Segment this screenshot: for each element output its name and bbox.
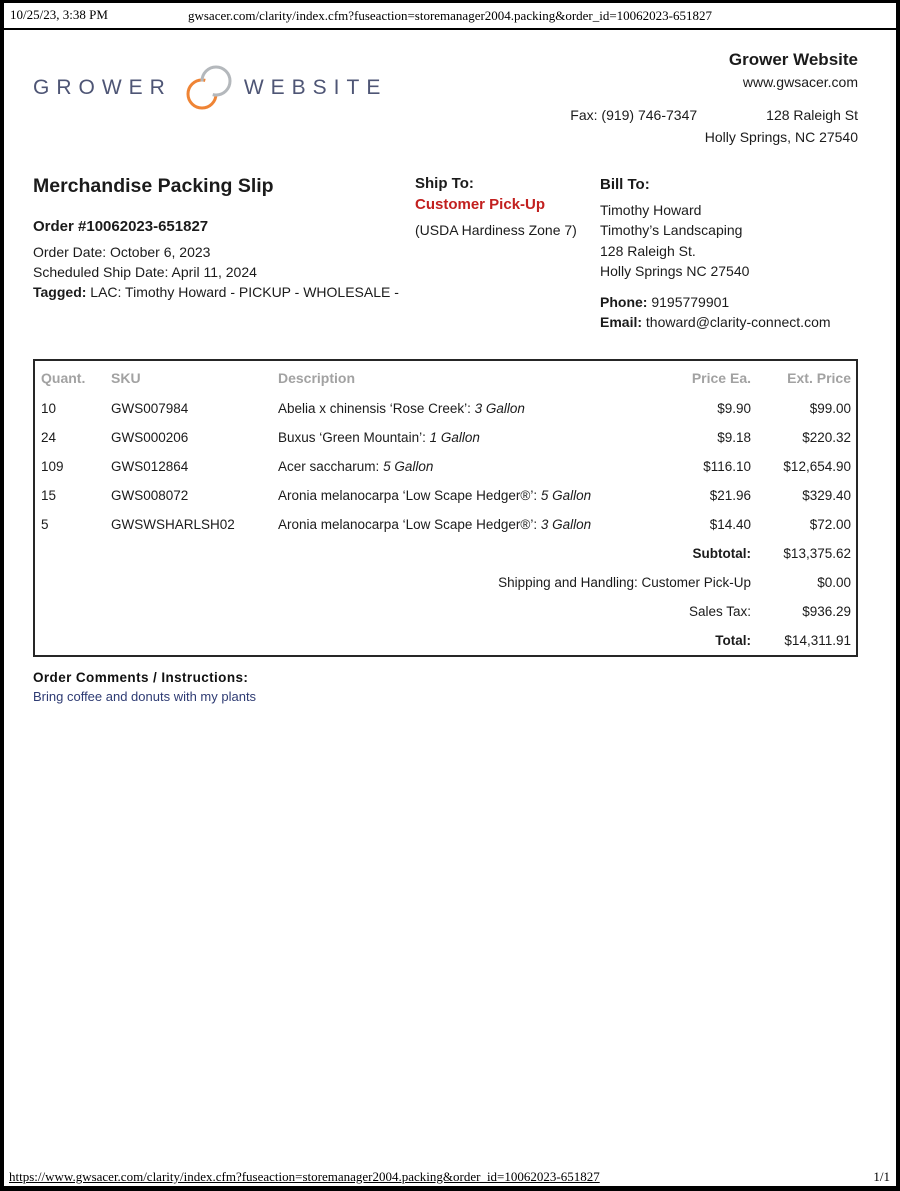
order-comments-text: Bring coffee and donuts with my plants <box>33 688 257 704</box>
order-info-section <box>33 175 858 333</box>
item-sku: GWSWSHARLSH02 <box>111 516 235 532</box>
item-qty: 10 <box>41 400 57 416</box>
table-row <box>34 452 857 481</box>
document-header <box>33 50 858 145</box>
order-details-column <box>33 175 415 333</box>
email-value: thoward@clarity-connect.com <box>645 314 831 330</box>
order-comments-section <box>33 670 858 704</box>
bill-to-label: Bill To: <box>600 176 650 193</box>
table-row <box>34 510 857 539</box>
tagged-line <box>33 282 415 302</box>
item-price: $21.96 <box>709 487 751 503</box>
item-qty: 15 <box>41 487 57 503</box>
table-row <box>34 423 857 452</box>
print-timestamp: 10/25/23, 3:38 PM <box>10 7 108 22</box>
item-ext-price: $220.32 <box>802 429 851 445</box>
item-price: $9.90 <box>717 400 751 416</box>
bill-to-company: Timothy’s Landscaping <box>600 222 743 238</box>
ship-to-label: Ship To: <box>415 175 474 192</box>
print-footer-url: https://www.gwsacer.com/clarity/index.cfm?fuseaction=storemanager2004.packing&order_id=10062023-651827 <box>9 1169 600 1184</box>
tagged-value: LAC: Timothy Howard - PICKUP - WHOLESALE - <box>90 284 399 300</box>
email-label: Email: <box>600 314 643 330</box>
bill-to-address2: Holly Springs NC 27540 <box>600 263 750 279</box>
company-address-line2: Holly Springs, NC 27540 <box>704 129 858 145</box>
logo-word-right: WEBSITE <box>243 76 388 99</box>
item-description: Aronia melanocarpa ‘Low Scape Hedger®’: 5 Gallon <box>278 487 592 503</box>
total-label: Total: <box>715 632 751 648</box>
item-description: Buxus ‘Green Mountain’: 1 Gallon <box>278 429 480 445</box>
company-name: Grower Website <box>728 50 858 69</box>
shipping-label: Shipping and Handling: Customer Pick-Up <box>498 574 751 590</box>
items-table <box>33 359 858 657</box>
item-ext-price: $12,654.90 <box>783 458 851 474</box>
scheduled-ship-date: Scheduled Ship Date: April 11, 2024 <box>33 264 257 280</box>
shipping-row <box>34 568 857 597</box>
print-footer <box>4 1169 896 1186</box>
item-sku: GWS012864 <box>111 458 189 474</box>
item-qty: 5 <box>41 516 49 532</box>
item-sku: GWS008072 <box>111 487 189 503</box>
table-row <box>34 394 857 423</box>
bill-to-column <box>600 175 858 333</box>
bill-to-name: Timothy Howard <box>600 201 702 218</box>
page-number: 1/1 <box>873 1169 890 1184</box>
company-address-line1: 128 Raleigh St <box>766 107 858 123</box>
table-row <box>34 481 857 510</box>
col-header-price-each: Price Ea. <box>691 369 751 386</box>
items-table-header <box>34 360 857 394</box>
hardiness-zone: (USDA Hardiness Zone 7) <box>415 222 577 238</box>
company-fax-address-row <box>570 107 858 123</box>
order-number: Order #10062023-651827 <box>33 218 209 235</box>
item-ext-price: $72.00 <box>809 516 851 532</box>
shipping-value: $0.00 <box>817 574 851 590</box>
phone-label: Phone: <box>600 293 648 310</box>
order-date: Order Date: October 6, 2023 <box>33 244 211 260</box>
item-ext-price: $99.00 <box>809 400 851 416</box>
company-fax: Fax: (919) 746-7347 <box>570 107 698 123</box>
company-block <box>570 50 858 145</box>
item-sku: GWS007984 <box>111 400 189 416</box>
item-price: $116.10 <box>703 458 751 474</box>
total-value: $14,311.91 <box>784 632 851 648</box>
bill-to-phone-row <box>600 292 858 313</box>
item-description: Aronia melanocarpa ‘Low Scape Hedger®’: 3 Gallon <box>278 516 592 532</box>
item-description: Acer saccharum: 5 Gallon <box>278 458 434 474</box>
grower-website-logo <box>33 64 387 112</box>
tagged-label: Tagged: <box>33 284 87 300</box>
ship-method: Customer Pick-Up <box>415 196 546 213</box>
item-price: $9.18 <box>717 429 751 445</box>
interlocked-circles-icon <box>184 64 236 112</box>
order-comments-label: Order Comments / Instructions: <box>33 669 249 685</box>
logo-word-left: GROWER <box>33 76 172 99</box>
item-qty: 24 <box>41 429 57 445</box>
col-header-ext-price: Ext. Price <box>787 369 851 386</box>
phone-value: 9195779901 <box>651 293 730 310</box>
col-header-sku: SKU <box>111 369 141 386</box>
item-qty: 109 <box>41 458 64 474</box>
item-ext-price: $329.40 <box>802 487 851 503</box>
subtotal-value: $13,375.62 <box>783 545 851 561</box>
page-content <box>4 30 896 1169</box>
total-row <box>34 626 857 656</box>
col-header-description: Description <box>278 369 356 386</box>
company-website: www.gwsacer.com <box>742 74 858 90</box>
sales-tax-label: Sales Tax: <box>688 603 751 619</box>
bill-to-email-row <box>600 312 858 333</box>
ship-to-column <box>415 175 600 333</box>
page-title: Merchandise Packing Slip <box>33 175 274 197</box>
sales-tax-value: $936.29 <box>802 603 851 619</box>
item-price: $14.40 <box>709 516 751 532</box>
sales-tax-row <box>34 597 857 626</box>
bill-to-address1: 128 Raleigh St. <box>600 242 696 259</box>
col-header-quantity: Quant. <box>41 369 86 386</box>
subtotal-row <box>34 539 857 568</box>
item-sku: GWS000206 <box>111 429 189 445</box>
item-description: Abelia x chinensis ‘Rose Creek’: 3 Gallon <box>278 400 525 416</box>
print-header <box>4 3 896 30</box>
print-header-url: gwsacer.com/clarity/index.cfm?fuseaction=storemanager2004.packing&order_id=10062023-651827 <box>187 7 713 23</box>
subtotal-label: Subtotal: <box>692 545 751 561</box>
